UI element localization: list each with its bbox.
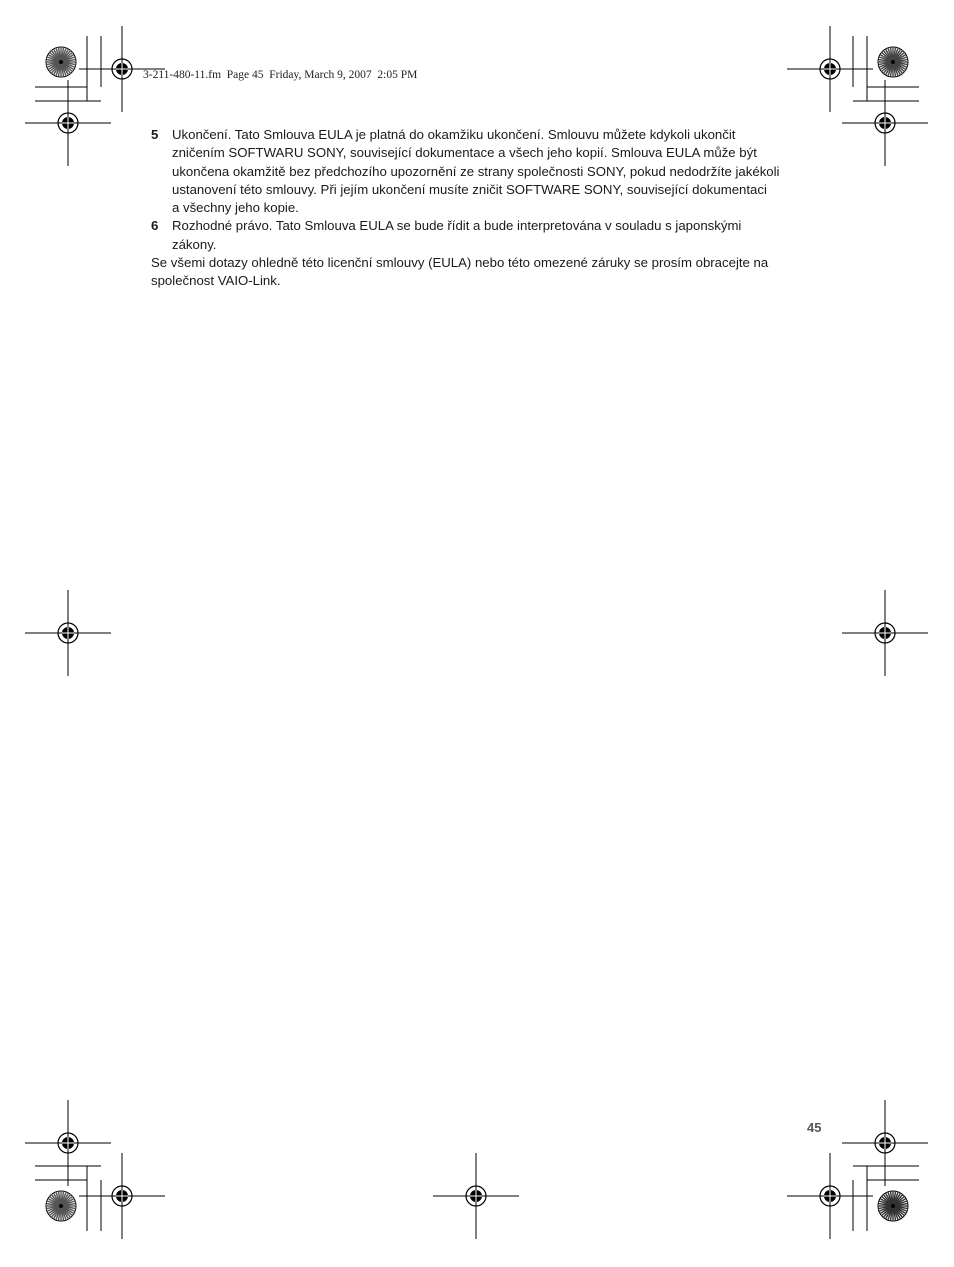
- section-text: Rozhodné právo. Tato Smlouva EULA se bude řídit a bude interpretována v souladu s japonskými zákony.: [172, 218, 742, 252]
- crosshair-mark: [787, 26, 873, 112]
- crosshair-mark: [25, 1100, 111, 1186]
- starburst-mark: [878, 47, 908, 77]
- starburst-mark: [46, 47, 76, 77]
- section-governing-law: [151, 217, 823, 254]
- section-number: 6: [151, 218, 159, 234]
- crosshair-mark: [25, 590, 111, 676]
- crosshair-mark: [433, 1153, 519, 1239]
- starburst-mark: [46, 1191, 76, 1221]
- closing-paragraph: Se všemi dotazy ohledně této licenční smlouvy (EULA) nebo této omezené záruky se prosím obracejte na společnost VAIO-Link.: [151, 255, 769, 289]
- crosshair-mark: [842, 590, 928, 676]
- page-header: 3-211-480-11.fm Page 45 Friday, March 9, 2007 2:05 PM: [143, 69, 418, 81]
- section-number: 5: [151, 127, 159, 142]
- section-text: Ukončení. Tato Smlouva EULA je platná do okamžiku ukončení. Smlouvu můžete kdykoli ukončit zničením SOFTWARU SONY, související dokumentace a všech jeho kopií. Smlouva EULA může být ukončena okamžitě bez předchozího upozornění ze strany společnosti SONY, pokud nedodržíte jakékoli ustanovení této smlouvy. Při jejím ukončení musíte zničit SOFTWARE SONY, související dokumentaci a všechny jeho kopie.: [172, 127, 780, 216]
- document-body: [151, 126, 823, 291]
- crosshair-mark: [842, 80, 928, 166]
- starburst-mark: [878, 1191, 908, 1221]
- crosshair-mark: [25, 80, 111, 166]
- section-termination: [151, 126, 823, 217]
- page-number: 45: [807, 1120, 822, 1135]
- crosshair-mark: [842, 1100, 928, 1186]
